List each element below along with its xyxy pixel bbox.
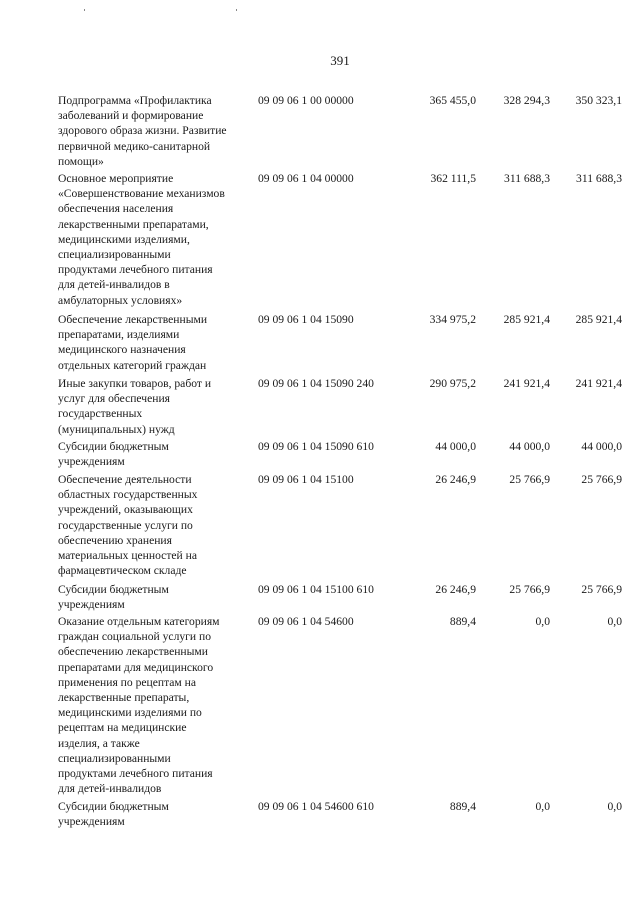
row-value-1: 26 246,9 — [435, 473, 476, 486]
row-value-2: 328 294,3 — [503, 94, 550, 107]
row-value-3: 285 921,4 — [575, 313, 622, 326]
row-value-1: 290 975,2 — [429, 377, 476, 390]
row-name: Оказание отдельным категориям граждан социальной услуги по обеспечению лекарственными препаратами для медицинского применения по рецептам на лекарственные препараты, медицинскими изделиями по рецептам на медицинские изделия, а также специализированными продуктами лечебного питания для детей-инвалидов — [58, 615, 220, 796]
row-value-1: 889,4 — [449, 615, 476, 628]
row-value-2: 241 921,4 — [503, 377, 550, 390]
row-value-1: 889,4 — [449, 800, 476, 813]
row-value-3: 350 323,1 — [575, 94, 622, 107]
row-value-3: 0,0 — [607, 615, 622, 628]
row-name: Субсидии бюджетным учреждениям — [58, 440, 169, 469]
row-value-1: 334 975,2 — [429, 313, 476, 326]
row-value-2: 285 921,4 — [503, 313, 550, 326]
row-value-1: 365 455,0 — [429, 94, 476, 107]
row-value-2: 0,0 — [535, 615, 550, 628]
row-value-3: 25 766,9 — [581, 583, 622, 596]
row-name: Обеспечение лекарственными препаратами, изделиями медицинского назначения отдельных категорий граждан — [58, 313, 208, 372]
row-name: Основное мероприятие «Совершенствование механизмов обеспечения населения лекарственными препаратами, медицинскими изделиями, специализированными продуктами лечебного питания для детей-инвалидов в амбулаторных условиях» — [58, 172, 225, 307]
row-code: 09 09 06 1 04 54600 — [258, 615, 354, 628]
row-code: 09 09 06 1 04 54600 610 — [258, 800, 374, 813]
row-value-2: 311 688,3 — [504, 172, 550, 185]
row-name: Обеспечение деятельности областных государственных учреждений, оказывающих государственные услуги по обеспечению хранения материальных ценностей на фармацевтическом складе — [58, 473, 198, 578]
row-value-1: 26 246,9 — [435, 583, 476, 596]
page-number: 391 — [330, 53, 350, 68]
row-value-2: 25 766,9 — [509, 583, 550, 596]
row-name: Иные закупки товаров, работ и услуг для обеспечения государственных (муниципальных) нужд — [58, 377, 212, 436]
row-value-2: 0,0 — [535, 800, 550, 813]
row-code: 09 09 06 1 04 15090 240 — [258, 377, 374, 390]
row-value-1: 44 000,0 — [435, 440, 476, 453]
scan-artifact-dot — [236, 9, 237, 11]
row-value-3: 25 766,9 — [581, 473, 622, 486]
row-value-1: 362 111,5 — [430, 172, 476, 185]
row-value-3: 241 921,4 — [575, 377, 622, 390]
row-code: 09 09 06 1 04 15090 — [258, 313, 354, 326]
row-name: Подпрограмма «Профилактика заболеваний и формирование здорового образа жизни. Развитие первичной медико-санитарной помощи» — [58, 94, 227, 168]
row-code: 09 09 06 1 04 15100 610 — [258, 583, 374, 596]
row-value-2: 25 766,9 — [509, 473, 550, 486]
row-code: 09 09 06 1 04 00000 — [258, 172, 354, 185]
row-code: 09 09 06 1 00 00000 — [258, 94, 354, 107]
scan-artifact-dot — [84, 9, 85, 11]
row-value-2: 44 000,0 — [509, 440, 550, 453]
row-value-3: 311 688,3 — [576, 172, 622, 185]
row-code: 09 09 06 1 04 15090 610 — [258, 440, 374, 453]
row-name: Субсидии бюджетным учреждениям — [58, 800, 169, 829]
row-value-3: 0,0 — [607, 800, 622, 813]
row-value-3: 44 000,0 — [581, 440, 622, 453]
row-name: Субсидии бюджетным учреждениям — [58, 583, 169, 612]
row-code: 09 09 06 1 04 15100 — [258, 473, 354, 486]
